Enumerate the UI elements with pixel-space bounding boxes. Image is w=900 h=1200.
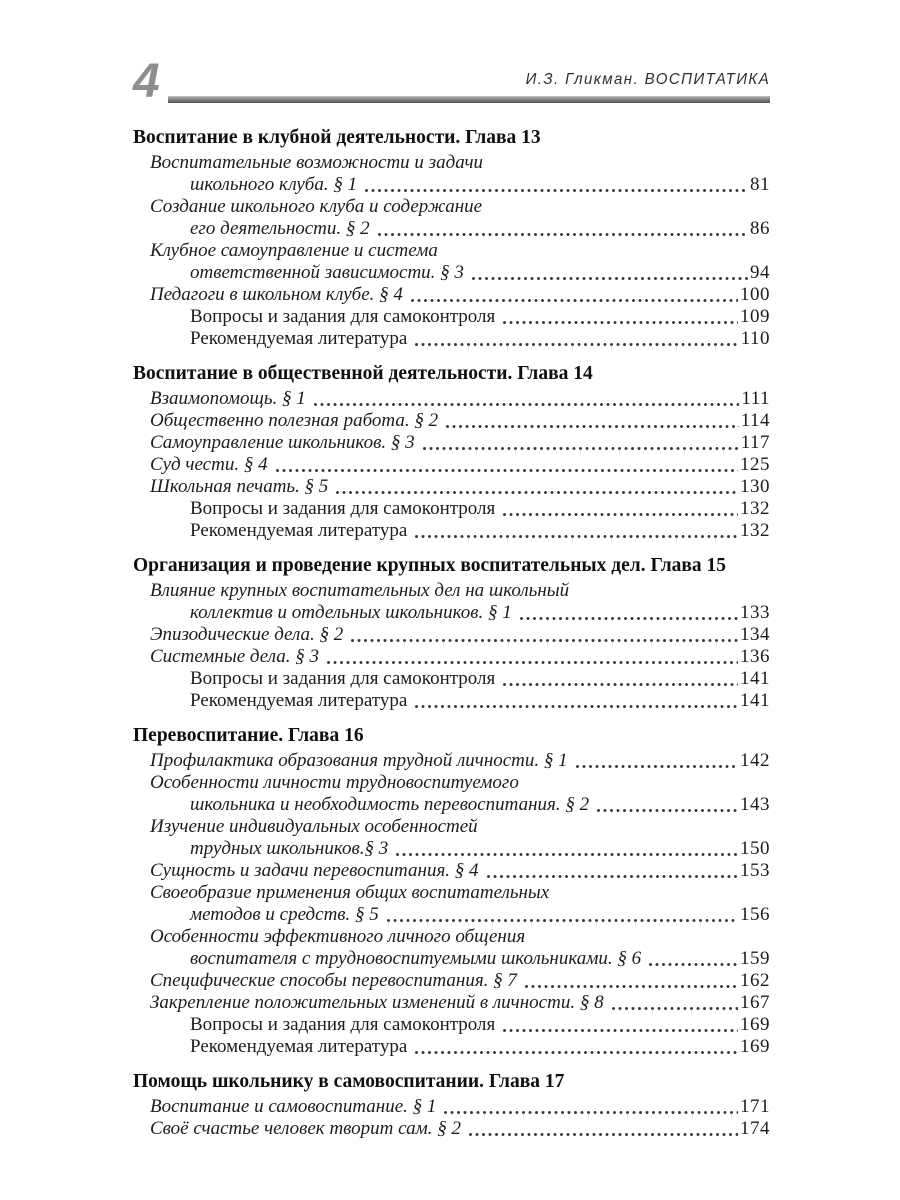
toc-entry: [133, 520, 770, 542]
dot-leader: [414, 704, 738, 709]
toc-entry-text: Общественно полезная работа. § 2: [150, 410, 439, 431]
toc-entry-text: Суд чести. § 4: [150, 454, 268, 475]
toc-entry-continuation: [150, 262, 770, 284]
dot-leader: [377, 232, 748, 237]
dot-leader: [313, 402, 740, 407]
toc-entry-text: его деятельности. § 2: [190, 218, 370, 239]
toc-entry: [133, 410, 770, 432]
toc-entry: [133, 750, 770, 772]
dot-leader: [275, 468, 738, 473]
toc-entry-text: Воспитательные возможности и задачи: [150, 152, 484, 173]
toc-entry-text: Вопросы и задания для самоконтроля: [190, 498, 496, 519]
toc-entry: [133, 498, 770, 520]
toc-entry-continuation: [150, 174, 770, 196]
toc-entry-text: Вопросы и задания для самоконтроля: [190, 1014, 496, 1035]
toc-entry-text: Педагоги в школьном клубе. § 4: [150, 284, 403, 305]
toc-entry-text: Создание школьного клуба и содержание: [150, 196, 483, 217]
page-ref: 117: [740, 432, 770, 453]
page-ref: 94: [750, 262, 770, 283]
toc-entry: [133, 152, 770, 196]
page-ref: 167: [740, 992, 770, 1013]
toc-entry-text: Вопросы и задания для самоконтроля: [190, 668, 496, 689]
dot-leader: [524, 984, 738, 989]
page-ref: 171: [740, 1096, 770, 1117]
toc-entry: [133, 284, 770, 306]
toc-entry-text: Сущность и задачи перевоспитания. § 4: [150, 860, 479, 881]
toc-entry-text: Рекомендуемая литература: [190, 1036, 408, 1057]
page-ref: 111: [741, 388, 770, 409]
toc-entry: [133, 388, 770, 410]
toc-entry-text: Рекомендуемая литература: [190, 520, 408, 541]
chapter-heading: Перевоспитание. Глава 16: [133, 725, 364, 746]
dot-leader: [443, 1110, 738, 1115]
dot-leader: [575, 764, 738, 769]
toc-entry: [133, 624, 770, 646]
page-number: 4: [133, 55, 160, 108]
page-ref: 141: [740, 668, 770, 689]
toc-entry-continuation: [150, 838, 770, 860]
toc-entry-text: Взаимопомощь. § 1: [150, 388, 306, 409]
page-ref: 110: [740, 328, 770, 349]
chapter-heading: Организация и проведение крупных воспитательных дел. Глава 15: [133, 555, 727, 576]
dot-leader: [468, 1132, 738, 1137]
toc-entry: [133, 816, 770, 860]
page-header: [133, 55, 770, 108]
toc-entry-text: Вопросы и задания для самоконтроля: [190, 306, 496, 327]
page-ref: 132: [740, 498, 770, 519]
toc-entry-text: школьника и необходимость перевоспитания. § 2: [190, 794, 590, 815]
running-title: И.З. Гликман. ВОСПИТАТИКА: [525, 71, 770, 88]
toc-entry: [133, 328, 770, 350]
toc-entry-text: воспитателя с трудновоспитуемыми школьниками. § 6: [190, 948, 642, 969]
toc-entry-text: Системные дела. § 3: [150, 646, 319, 667]
chapter-heading: Воспитание в общественной деятельности. Глава 14: [133, 363, 593, 384]
dot-leader: [486, 874, 738, 879]
dot-leader: [502, 682, 738, 687]
toc-entry-text: Влияние крупных воспитательных дел на школьный: [150, 580, 570, 601]
toc-entry-text: Эпизодические дела. § 2: [150, 624, 344, 645]
dot-leader: [502, 1028, 738, 1033]
toc-entry-text: Своеобразие применения общих воспитательных: [150, 882, 550, 903]
dot-leader: [410, 298, 738, 303]
toc-entry-text: Особенности личности трудновоспитуемого: [150, 772, 519, 793]
table-of-contents: [133, 127, 770, 1140]
page-ref: 169: [740, 1014, 770, 1035]
toc-entry-continuation: [150, 948, 770, 970]
dot-leader: [326, 660, 738, 665]
dot-leader: [648, 962, 738, 967]
toc-entry-text: Клубное самоуправление и система: [150, 240, 438, 261]
toc-entry-continuation: [150, 794, 770, 816]
page-ref: 132: [740, 520, 770, 541]
toc-entry-text: Особенности эффективного личного общения: [150, 926, 526, 947]
dot-leader: [422, 446, 739, 451]
toc-entry: [133, 772, 770, 816]
dot-leader: [414, 342, 738, 347]
page-ref: 174: [740, 1118, 770, 1139]
page-ref: 156: [740, 904, 770, 925]
toc-entry: [133, 476, 770, 498]
toc-entry: [133, 1118, 770, 1140]
page-ref: 130: [740, 476, 770, 497]
toc-section: [133, 725, 770, 1058]
page-ref: 159: [740, 948, 770, 969]
toc-entry: [133, 580, 770, 624]
dot-leader: [335, 490, 738, 495]
page-ref: 141: [740, 690, 770, 711]
toc-entry-text: Специфические способы перевоспитания. § 7: [150, 970, 517, 991]
dot-leader: [471, 276, 748, 281]
toc-entry: [133, 1014, 770, 1036]
dot-leader: [519, 616, 738, 621]
dot-leader: [611, 1006, 738, 1011]
header-rule: [168, 96, 770, 103]
page-ref: 162: [740, 970, 770, 991]
toc-entry-text: Рекомендуемая литература: [190, 328, 408, 349]
toc-entry: [133, 992, 770, 1014]
dot-leader: [395, 852, 738, 857]
header-right: [168, 71, 770, 103]
toc-entry-continuation: [150, 218, 770, 240]
toc-entry: [133, 306, 770, 328]
page-ref: 86: [750, 218, 770, 239]
page-ref: 153: [740, 860, 770, 881]
chapter-heading: Помощь школьнику в самовоспитании. Глава 17: [133, 1071, 565, 1092]
dot-leader: [414, 1050, 738, 1055]
toc-entry: [133, 432, 770, 454]
page-ref: 143: [740, 794, 770, 815]
dot-leader: [414, 534, 738, 539]
toc-entry-text: Рекомендуемая литература: [190, 690, 408, 711]
toc-entry-text: Профилактика образования трудной личности. § 1: [150, 750, 568, 771]
dot-leader: [502, 320, 738, 325]
toc-entry: [133, 1096, 770, 1118]
toc-entry: [133, 646, 770, 668]
toc-entry: [133, 196, 770, 240]
toc-entry: [133, 690, 770, 712]
toc-section: [133, 1071, 770, 1140]
toc-entry-text: Школьная печать. § 5: [150, 476, 329, 497]
toc-entry-text: Закрепление положительных изменений в личности. § 8: [150, 992, 604, 1013]
toc-section: [133, 127, 770, 350]
page-ref: 136: [740, 646, 770, 667]
toc-section: [133, 363, 770, 542]
toc-entry-text: Изучение индивидуальных особенностей: [150, 816, 478, 837]
toc-entry: [133, 240, 770, 284]
page-ref: 100: [740, 284, 770, 305]
toc-entry: [133, 668, 770, 690]
page-ref: 142: [740, 750, 770, 771]
page-ref: 133: [740, 602, 770, 623]
dot-leader: [445, 424, 739, 429]
toc-entry-text: Воспитание и самовоспитание. § 1: [150, 1096, 437, 1117]
page-ref: 109: [740, 306, 770, 327]
dot-leader: [596, 808, 738, 813]
toc-entry-text: ответственной зависимости. § 3: [190, 262, 464, 283]
chapter-heading: Воспитание в клубной деятельности. Глава 13: [133, 127, 541, 148]
dot-leader: [386, 918, 738, 923]
toc-entry-continuation: [150, 602, 770, 624]
toc-entry-text: коллектив и отдельных школьников. § 1: [190, 602, 512, 623]
dot-leader: [502, 512, 738, 517]
dot-leader: [364, 188, 748, 193]
toc-entry-text: методов и средств. § 5: [190, 904, 379, 925]
dot-leader: [350, 638, 738, 643]
toc-entry-text: Своё счастье человек творит сам. § 2: [150, 1118, 461, 1139]
page-ref: 134: [740, 624, 770, 645]
page-ref: 81: [750, 174, 770, 195]
page-ref: 125: [740, 454, 770, 475]
toc-entry: [133, 1036, 770, 1058]
toc-entry: [133, 454, 770, 476]
toc-entry-text: Самоуправление школьников. § 3: [150, 432, 415, 453]
toc-entry-continuation: [150, 904, 770, 926]
page-ref: 114: [740, 410, 770, 431]
toc-entry: [133, 926, 770, 970]
toc-section: [133, 555, 770, 712]
page-ref: 150: [740, 838, 770, 859]
toc-entry: [133, 882, 770, 926]
toc-entry-text: трудных школьников.§ 3: [190, 838, 389, 859]
page-ref: 169: [740, 1036, 770, 1057]
toc-entry: [133, 970, 770, 992]
toc-entry-text: школьного клуба. § 1: [190, 174, 358, 195]
toc-entry: [133, 860, 770, 882]
